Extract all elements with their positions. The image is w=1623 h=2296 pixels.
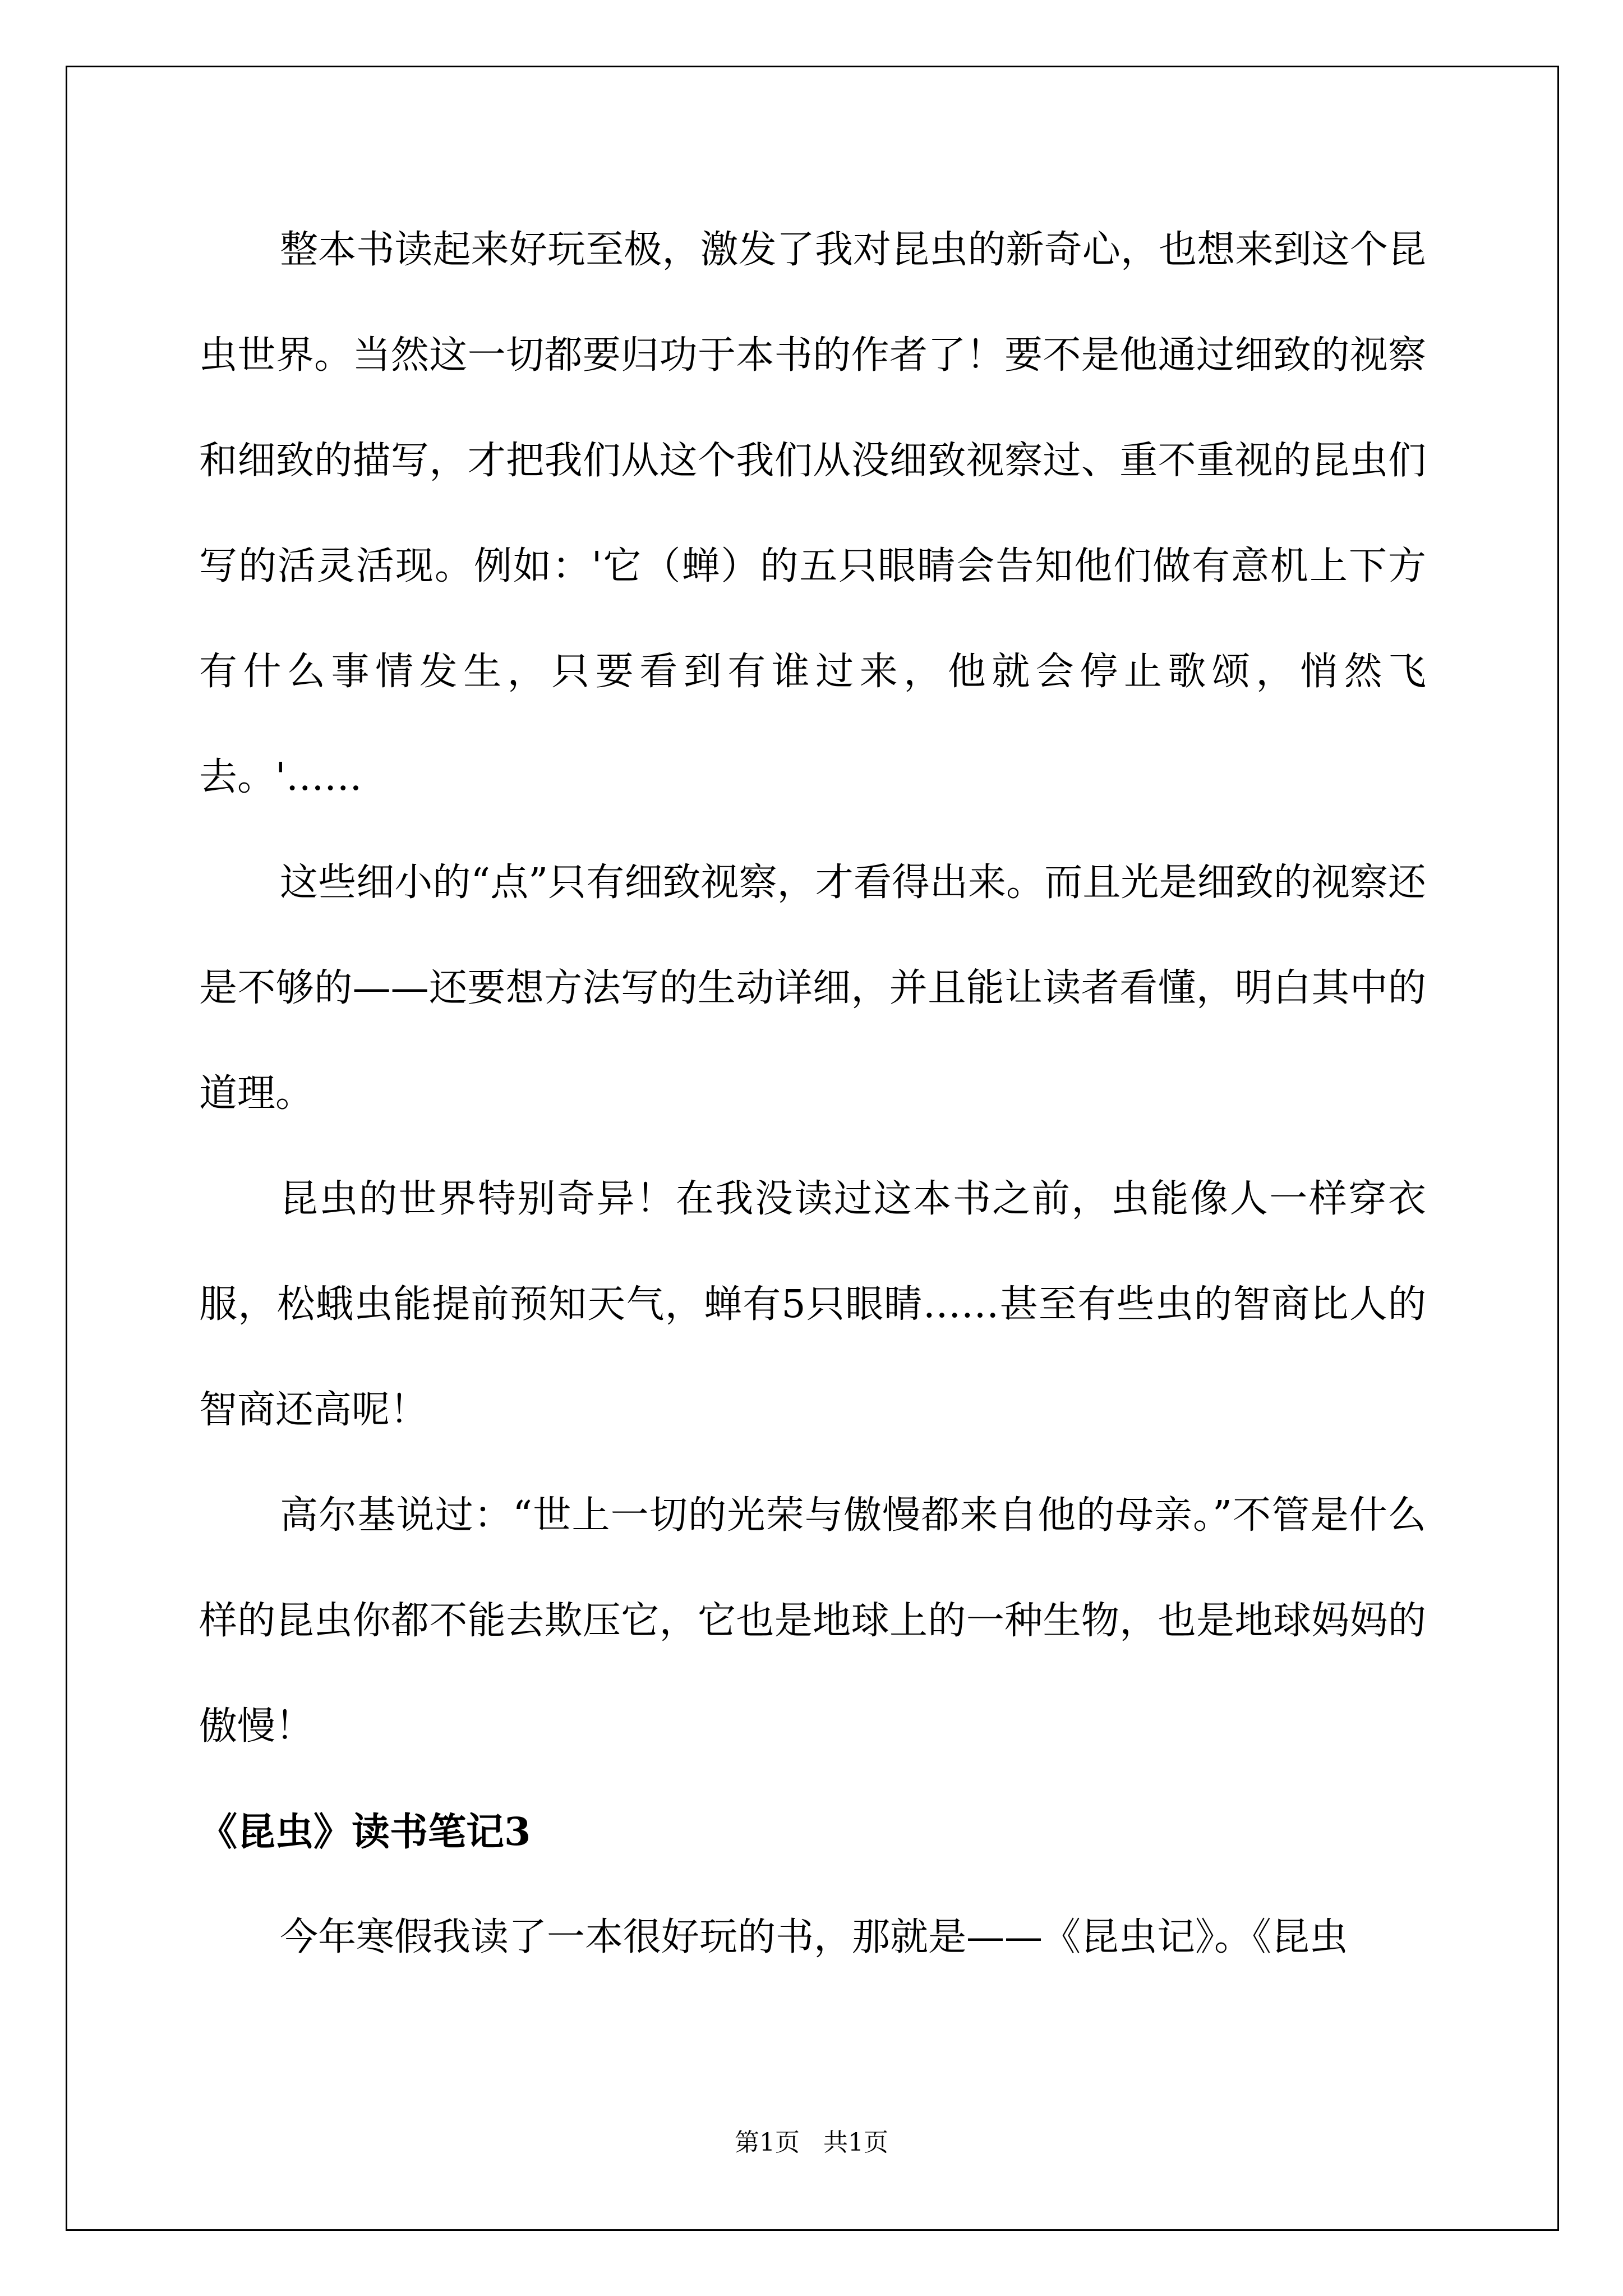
paragraph-3: 昆虫的世界特别奇异！在我没读过这本书之前，虫能像人一样穿衣服，松蛾虫能提前预知天气，蝉有5只眼睛……甚至有些虫的智商比人的智商还高呢！	[199, 1177, 1426, 1432]
page-total: 共1页	[823, 2128, 888, 2157]
paragraph-4: 高尔基说过：“世上一切的光荣与傲慢都来自他的母亲。”不管是什么样的昆虫你都不能去欺压它，它也是地球上的一种生物，也是地球妈妈的傲慢！	[199, 1493, 1426, 1749]
section-heading: 《昆虫》读书笔记3	[199, 1810, 531, 1855]
paragraph-5: 今年寒假我读了一本很好玩的书，那就是——《昆虫记》。《昆虫	[280, 1915, 1348, 1959]
paragraph-1: 整本书读起来好玩至极，激发了我对昆虫的新奇心，也想来到这个昆虫世界。当然这一切都要归功于本书的作者了！要不是他通过细致的视察和细致的描写，才把我们从这个我们从没细致视察过、重不重视的昆虫们写的活灵活现。例如：'它（蝉）的五只眼睛会告知他们做有意机上下方有什么事情发生，只要看到有谁过来，他就会停止歌颂，悄然飞去。'……	[199, 228, 1426, 799]
page-number: 第1页	[735, 2128, 800, 2157]
paragraph-2: 这些细小的“点”只有细致视察，才看得出来。而且光是细致的视察还是不够的——还要想方法写的生动详细，并且能让读者看懂，明白其中的道理。	[199, 861, 1426, 1116]
page-footer	[0, 2126, 1623, 2160]
